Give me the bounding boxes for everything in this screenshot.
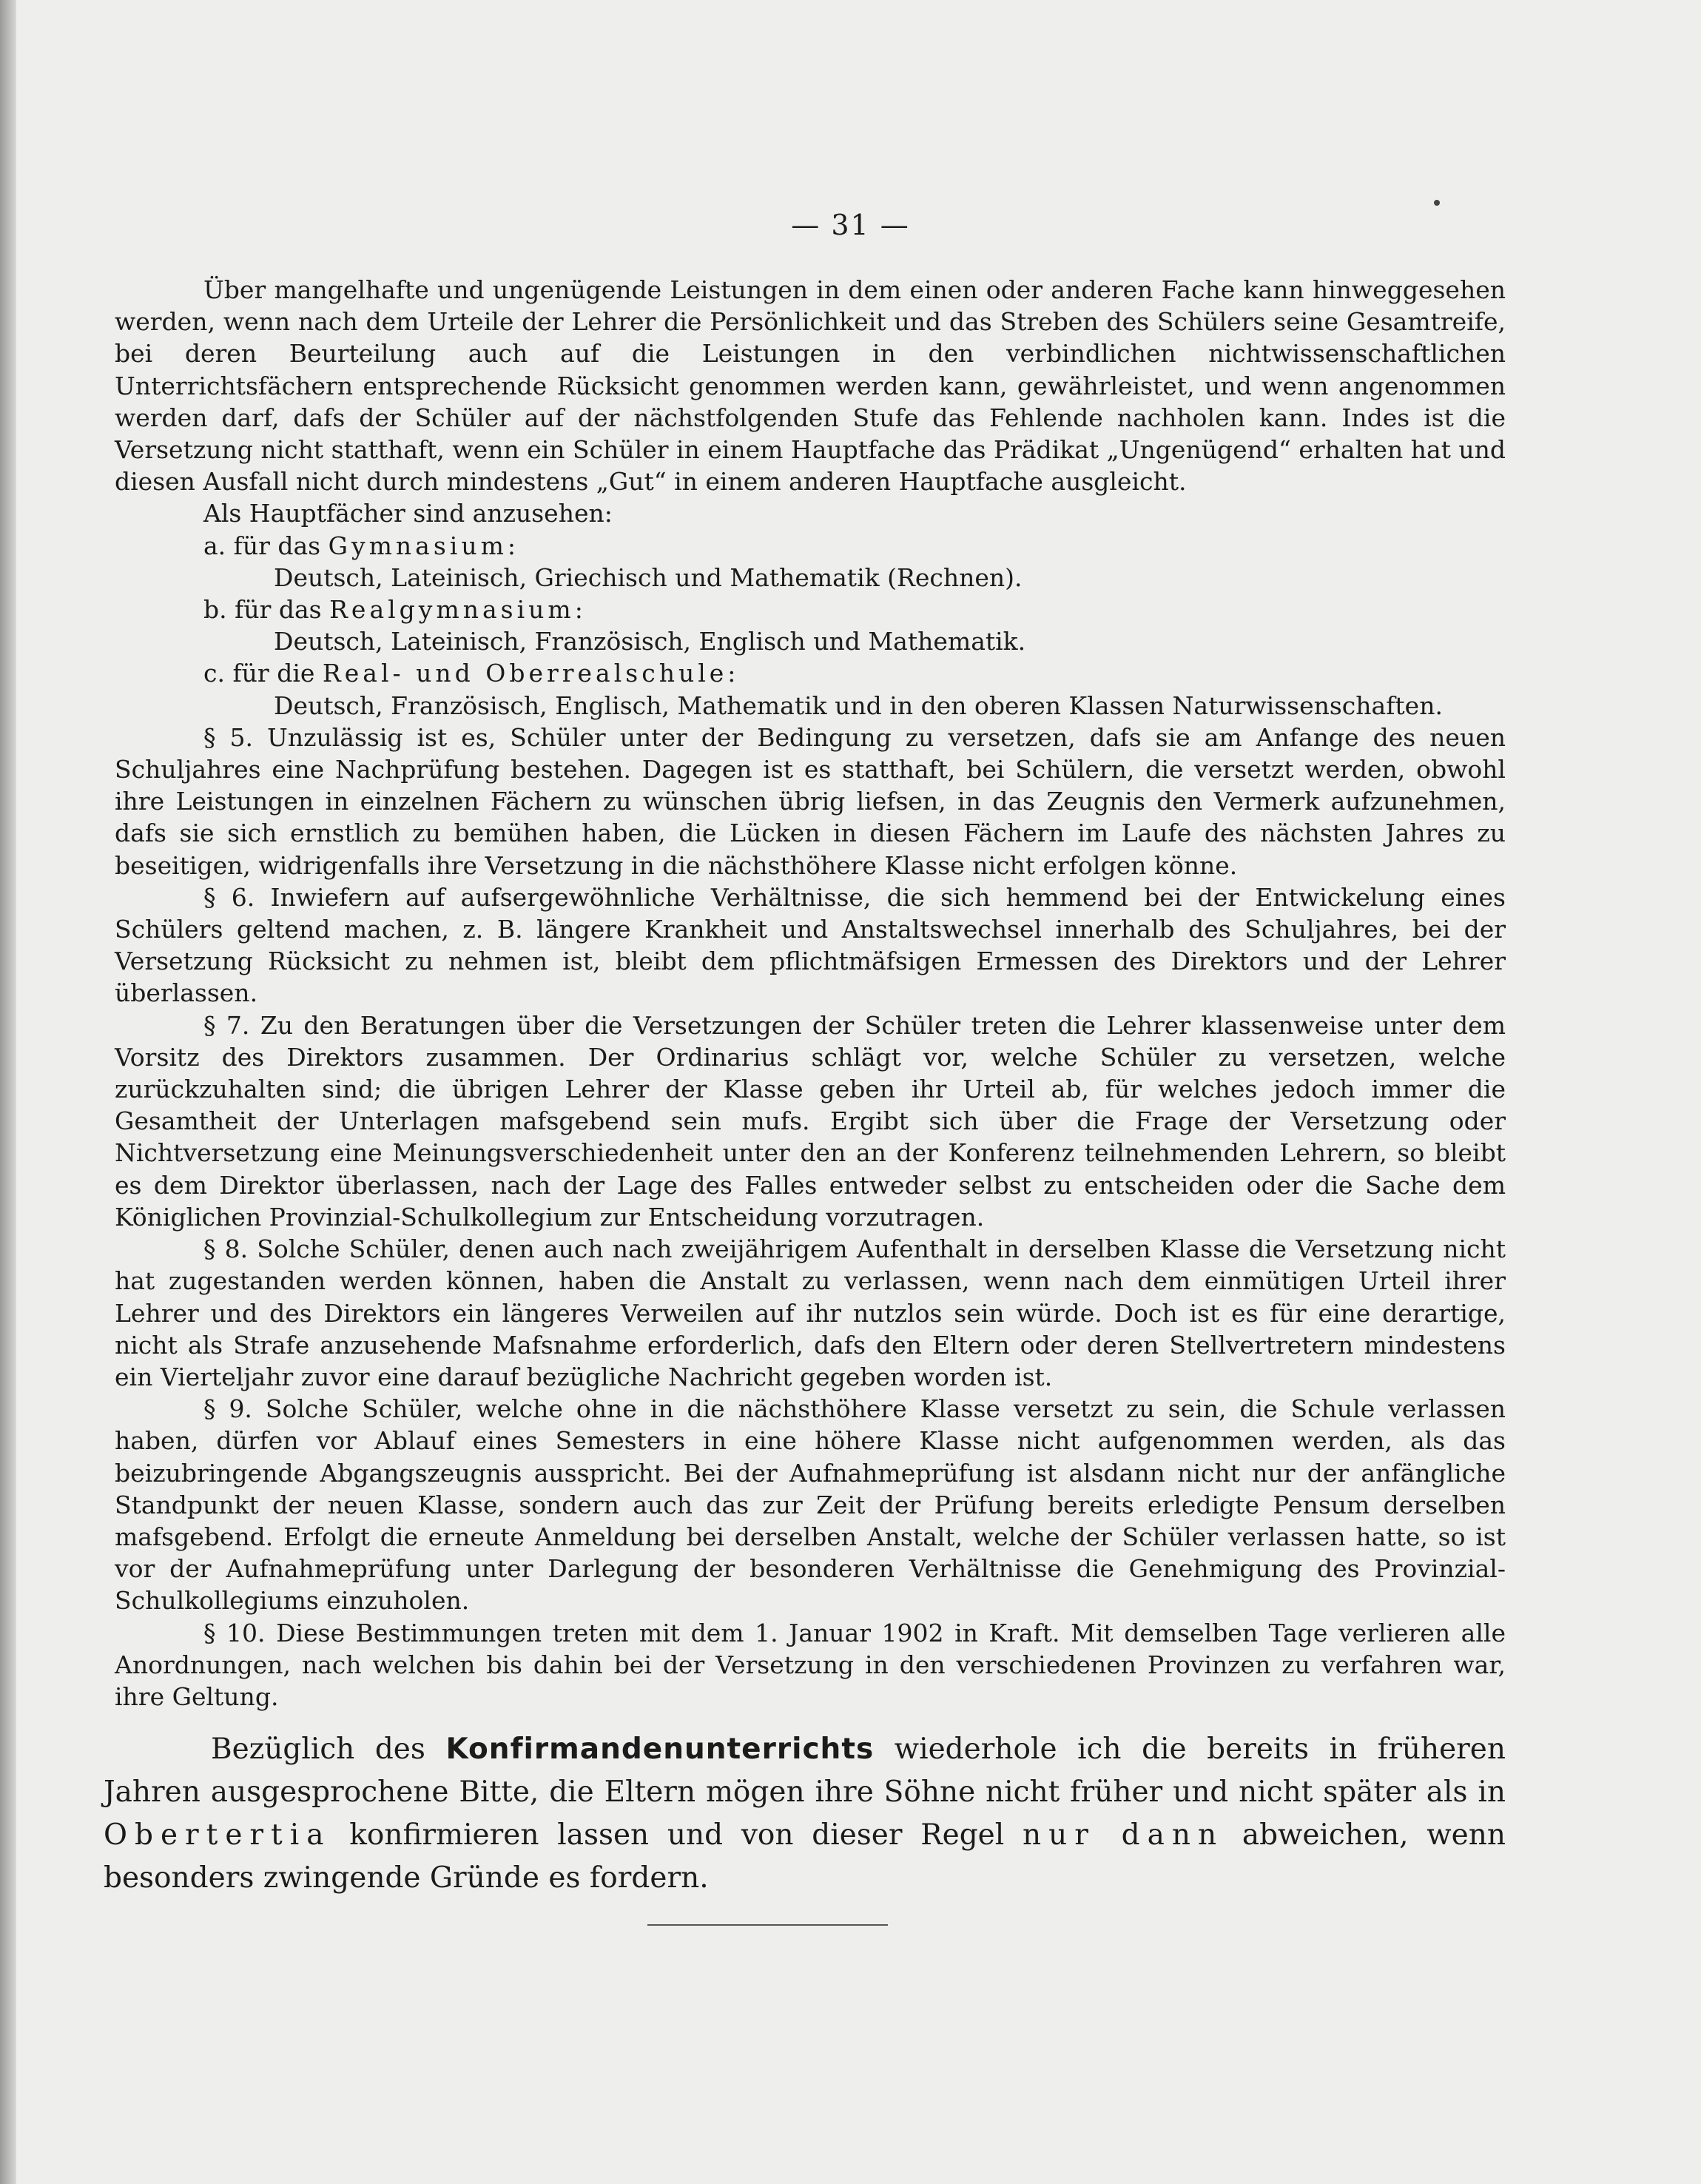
closing-text: wiederhole ich die bereits in früheren Jahren ausgesprochene Bitte, die Eltern mögen ihre Söhne nicht früher und nicht später als in — [104, 1733, 1506, 1809]
school-type-label: Real- und Oberrealschule: — [322, 659, 740, 688]
paragraph-main-subjects-heading: Als Hauptfächer sind anzusehen: — [203, 499, 613, 528]
paragraph-intro: Über mangelhafte und ungenügende Leistungen in dem einen oder anderen Fache kann hinweggesehen werden, wenn nach dem Urteile der Lehrer die Persönlichkeit und das Streben des Schülers seine Gesamtreife, bei deren Beurteilung auch auf die Leistungen in den verbindlichen nichtwissenschaftlichen Unterrichtsfächern entsprechende Rücksicht genommen werden kann, gewährleistet, und wenn angenommen werden darf, dafs der Schüler auf der nächstfolgenden Stufe das Fehlende nachholen kann. Indes ist die Versetzung nicht statthaft, wenn ein Schüler in einem Hauptfache das Prädikat „Ungenügend“ erhalten hat und diesen Ausfall nicht durch mindestens „Gut“ in einem anderen Hauptfache ausgleicht. — [115, 275, 1506, 497]
list-label-prefix: a. für das — [203, 531, 321, 560]
closing-text: Bezüglich des — [211, 1733, 425, 1766]
subject-list-item-realschule — [115, 657, 1506, 689]
section-8: § 8. Solche Schüler, denen auch nach zweijährigem Aufenthalt in derselben Klasse die Versetzung nicht hat zugestanden werden können, haben die Anstalt zu verlassen, wenn nach dem einmütigen Urteil ihrer Lehrer und des Direktors ein längeres Verweilen auf ihr nutzlos sein würde. Doch ist es für eine derartige, nicht als Strafe anzusehende Mafsnahme erforderlich, dafs den Eltern oder deren Stellvertretern mindestens ein Vierteljahr zuvor eine darauf bezügliche Nachricht gegeben worden ist. — [115, 1234, 1506, 1391]
page-number: — 31 — — [791, 209, 910, 241]
closing-bold-term: Konfirmandenunterrichts — [445, 1733, 875, 1766]
binding-shadow — [0, 0, 16, 2184]
section-5: § 5. Unzulässig ist es, Schüler unter der Bedingung zu versetzen, dafs sie am Anfange des neuen Schuljahres eine Nachprüfung bestehen. Dagegen ist es statthaft, bei Schülern, die versetzt werden, obwohl ihre Leistungen in einzelnen Fächern zu wünschen übrig liefsen, in das Zeugnis den Vermerk aufzunehmen, dafs sie sich ernstlich zu bemühen haben, die Lücken in diesen Fächern im Laufe des nächsten Jahres zu beseitigen, widrigenfalls ihre Versetzung in die nächsthöhere Klasse nicht erfolgen könne. — [115, 722, 1506, 880]
subject-list-item-gymnasium — [115, 530, 1506, 562]
subject-list-item-realgymnasium — [115, 594, 1506, 625]
ink-speck — [1434, 200, 1440, 206]
closing-spaced-term: nur dann — [1022, 1818, 1225, 1852]
school-type-label: Gymnasium: — [328, 531, 520, 560]
school-type-label: Realgymnasium: — [329, 595, 587, 625]
closing-note — [104, 1728, 1506, 1900]
closing-paragraph — [104, 1728, 1506, 1900]
end-divider — [647, 1924, 888, 1926]
section-10: § 10. Diese Bestimmungen treten mit dem 1. Januar 1902 in Kraft. Mit demselben Tage verlieren alle Anordnungen, nach welchen bis dahin bei der Versetzung in den verschiedenen Provinzen zu verfahren war, ihre Geltung. — [115, 1618, 1506, 1711]
subject-list-detail: Deutsch, Lateinisch, Französisch, Englisch und Mathematik. — [274, 627, 1026, 656]
section-9: § 9. Solche Schüler, welche ohne in die nächsthöhere Klasse versetzt zu sein, die Schule verlassen haben, dürfen vor Ablauf eines Semesters in eine höhere Klasse nicht aufgenommen werden, als das beizubringende Abgangszeugnis ausspricht. Bei der Aufnahmeprüfung ist alsdann nicht nur der anfängliche Standpunkt der neuen Klasse, sondern auch das zur Zeit der Prüfung bereits erledigte Pensum derselben mafsgebend. Erfolgt die erneute Anmeldung bei derselben Anstalt, welche der Schüler verlassen hatte, so ist vor der Aufnahmeprüfung unter Darlegung der besonderen Verhältnisse die Genehmigung des Provinzial-Schulkollegiums einzuholen. — [115, 1394, 1506, 1616]
closing-text: konfirmieren lassen und von dieser Regel — [349, 1818, 1005, 1852]
section-6: § 6. Inwiefern auf aufsergewöhnliche Verhältnisse, die sich hemmend bei der Entwickelung eines Schülers geltend machen, z. B. längere Krankheit und Anstaltswechsel innerhalb des Schuljahres, bei der Versetzung Rücksicht zu nehmen ist, bleibt dem pflichtmäfsigen Ermessen des Direktors und der Lehrer überlassen. — [115, 882, 1506, 1008]
section-7: § 7. Zu den Beratungen über die Versetzungen der Schüler treten die Lehrer klassenweise unter dem Vorsitz des Direktors zusammen. Der Ordinarius schlägt vor, welche Schüler zu versetzen, welche zurückzuhalten sind; die übrigen Lehrer der Klasse geben ihr Urteil ab, für welches jedoch immer die Gesamtheit der Unterlagen mafsgebend sein mufs. Ergibt sich über die Frage der Versetzung oder Nichtversetzung eine Meinungsverschiedenheit unter den an der Konferenz teilnehmenden Lehrern, so bleibt es dem Direktor überlassen, nach der Lage des Falles entweder selbst zu entscheiden oder die Sache dem Königlichen Provinzial-Schulkollegium zur Entscheidung vorzutragen. — [115, 1010, 1506, 1232]
closing-spaced-term: Obertertia — [104, 1818, 331, 1852]
body-text — [115, 274, 1506, 1713]
subject-list-detail: Deutsch, Lateinisch, Griechisch und Mathematik (Rechnen). — [274, 562, 1023, 592]
closing-text: abweichen, wenn besonders zwingende Gründe es fordern. — [104, 1818, 1506, 1895]
list-label-prefix: b. für das — [203, 595, 322, 625]
list-label-prefix: c. für die — [203, 659, 315, 688]
subject-list-detail: Deutsch, Französisch, Englisch, Mathematik und in den oberen Klassen Naturwissenschaften. — [274, 691, 1443, 720]
